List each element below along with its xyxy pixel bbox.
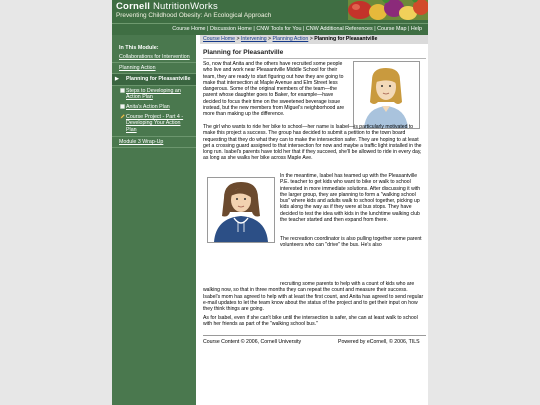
sidebar-item-planning-action[interactable]: Planning Action — [112, 63, 196, 74]
site-logo[interactable] — [116, 1, 218, 12]
breadcrumb-planning-action[interactable]: Planning Action — [272, 36, 309, 42]
breadcrumb-current: Planning for Pleasantville — [314, 36, 378, 42]
sidebar-title: In This Module: — [119, 45, 159, 51]
brand-rest: NutritionWorks — [152, 1, 218, 12]
sidebar-item-steps-action-plan[interactable] — [112, 86, 196, 102]
nav-cnw-tools[interactable]: CNW Tools for You — [256, 26, 302, 32]
anita-illustration — [353, 61, 420, 129]
woman-portrait-icon — [354, 62, 419, 128]
nav-discussion-home[interactable]: Discussion Home — [209, 26, 252, 32]
nav-course-map[interactable]: Course Map — [377, 26, 407, 32]
paragraph-1: So, now that Anita and the others have recruited some people who live and work near Pleasantville Middle School for their team, they are ready to start figuring out how they are going to make that intersection at Maple Avenue and Elm Street less dangerous. Some of the original members of the team—the parent whose daughter goes to Baker, for example—have decided to focus their time on the sweetened beverage issue instead, but the new members from Miguel's neighborhood are more than making up the difference. — [203, 61, 345, 118]
footer-divider — [203, 335, 426, 336]
footer-copyright: Course Content © 2006, Cornell University — [203, 339, 302, 345]
sidebar-item-label: Planning for Pleasantville — [126, 76, 191, 83]
paragraph-5-first-line: recruiting some parents to help with a count of kids who are — [280, 281, 415, 287]
sidebar-item-label: Anita's Action Plan — [126, 104, 170, 111]
module-sidebar — [112, 35, 196, 405]
page-title: Planning for Pleasantville — [203, 49, 284, 56]
breadcrumb-separator: > — [235, 36, 241, 42]
isabel-illustration — [207, 177, 275, 243]
nav-separator: | — [205, 26, 210, 32]
nav-help[interactable]: Help — [410, 26, 422, 32]
sidebar-item-planning-for-pleasantville[interactable] — [112, 74, 196, 85]
paragraph-4: The recreation coordinator is also pulling together some parent volunteers who can "drive" the bus. He's also — [280, 236, 422, 249]
sidebar-item-label: Course Project - Part 4 - Developing Your Action Plan — [126, 114, 184, 133]
nav-separator: | — [301, 26, 306, 32]
paragraph-6: As for Isabel, even if she can't bike until the intersection is safer, she can at least walk to school with her friends as part of the "walking school bus." — [203, 315, 418, 328]
top-navigation — [112, 23, 428, 35]
breadcrumb-intervening[interactable]: Intervening — [240, 36, 267, 42]
footer-powered-by: Powered by eCornell, © 2006, TILS — [338, 339, 420, 345]
sidebar-item-label: Steps to Developing an Action Plan — [126, 87, 181, 100]
site-tagline: Preventing Childhood Obesity: An Ecological Approach — [116, 12, 272, 19]
nav-separator: | — [372, 26, 378, 32]
main-content — [200, 35, 428, 345]
nav-separator: | — [406, 26, 411, 32]
breadcrumb-separator: > — [308, 36, 315, 42]
sidebar-item-module-3-wrap-up[interactable]: Module 3 Wrap-Up — [112, 137, 196, 148]
pencil-icon — [120, 114, 125, 119]
paragraph-5 — [203, 281, 425, 312]
current-page-arrow-icon: ▶ — [115, 76, 119, 83]
sidebar-item-collaborations[interactable]: Collaborations for Intervention — [112, 52, 196, 63]
breadcrumb-course-home[interactable]: Course Home — [203, 36, 236, 42]
girl-portrait-icon — [208, 178, 274, 242]
paragraph-2: The girl who wants to ride her bike to school—her name is Isabel—is particularly motivated to make this project a success. The group has decided to submit a petition to the town board requesting that they do what they can to make the intersection safer. They are hoping to at least get a crossing guard assigned to that intersection for now and maybe a traffic light installed in the long run. Isabel's parents have told her that if they succeed, she'll be allowed to ride in every day, as long as she walks her bike across Maple Ave. — [203, 124, 422, 162]
paragraph-3: In the meantime, Isabel has teamed up with the Pleasantville P.E. teacher to get kids who want to bike or walk to school interested in more immediate solutions. After discussing it with the larger group, they are planning to form a "walking school bus" where kids and adults walk to school together, picking up kids along the way as if they were at bus stops. They have decided to test the idea with kids in the lunchtime walking club the teacher started and then expand from there. — [280, 173, 421, 224]
sidebar-item-anitas-action-plan[interactable] — [112, 102, 196, 112]
vegetables-banner-image — [348, 0, 428, 20]
page-icon — [120, 104, 125, 109]
brand-bold: Cornell — [116, 1, 151, 12]
breadcrumb-separator: > — [266, 36, 273, 42]
page-container — [112, 0, 428, 405]
title-divider — [203, 58, 426, 59]
paragraph-5-body: walking now, so that in three months they can repeat the count and measure their success. Isabel's mom has agreed to help with at least the first count, and Anita has agreed to send regular e-mail updates to let the team know about the status of the project and to get their input on how they think things are going. — [203, 287, 424, 313]
sidebar-subitems — [112, 86, 196, 137]
nav-cnw-references[interactable]: CNW Additional References — [305, 26, 373, 32]
nav-separator: | — [251, 26, 257, 32]
breadcrumb — [200, 35, 428, 44]
nav-course-home[interactable]: Course Home — [172, 26, 206, 32]
sidebar-item-course-project-part-4[interactable] — [112, 112, 196, 135]
site-banner — [112, 0, 428, 23]
page-icon — [120, 88, 125, 93]
